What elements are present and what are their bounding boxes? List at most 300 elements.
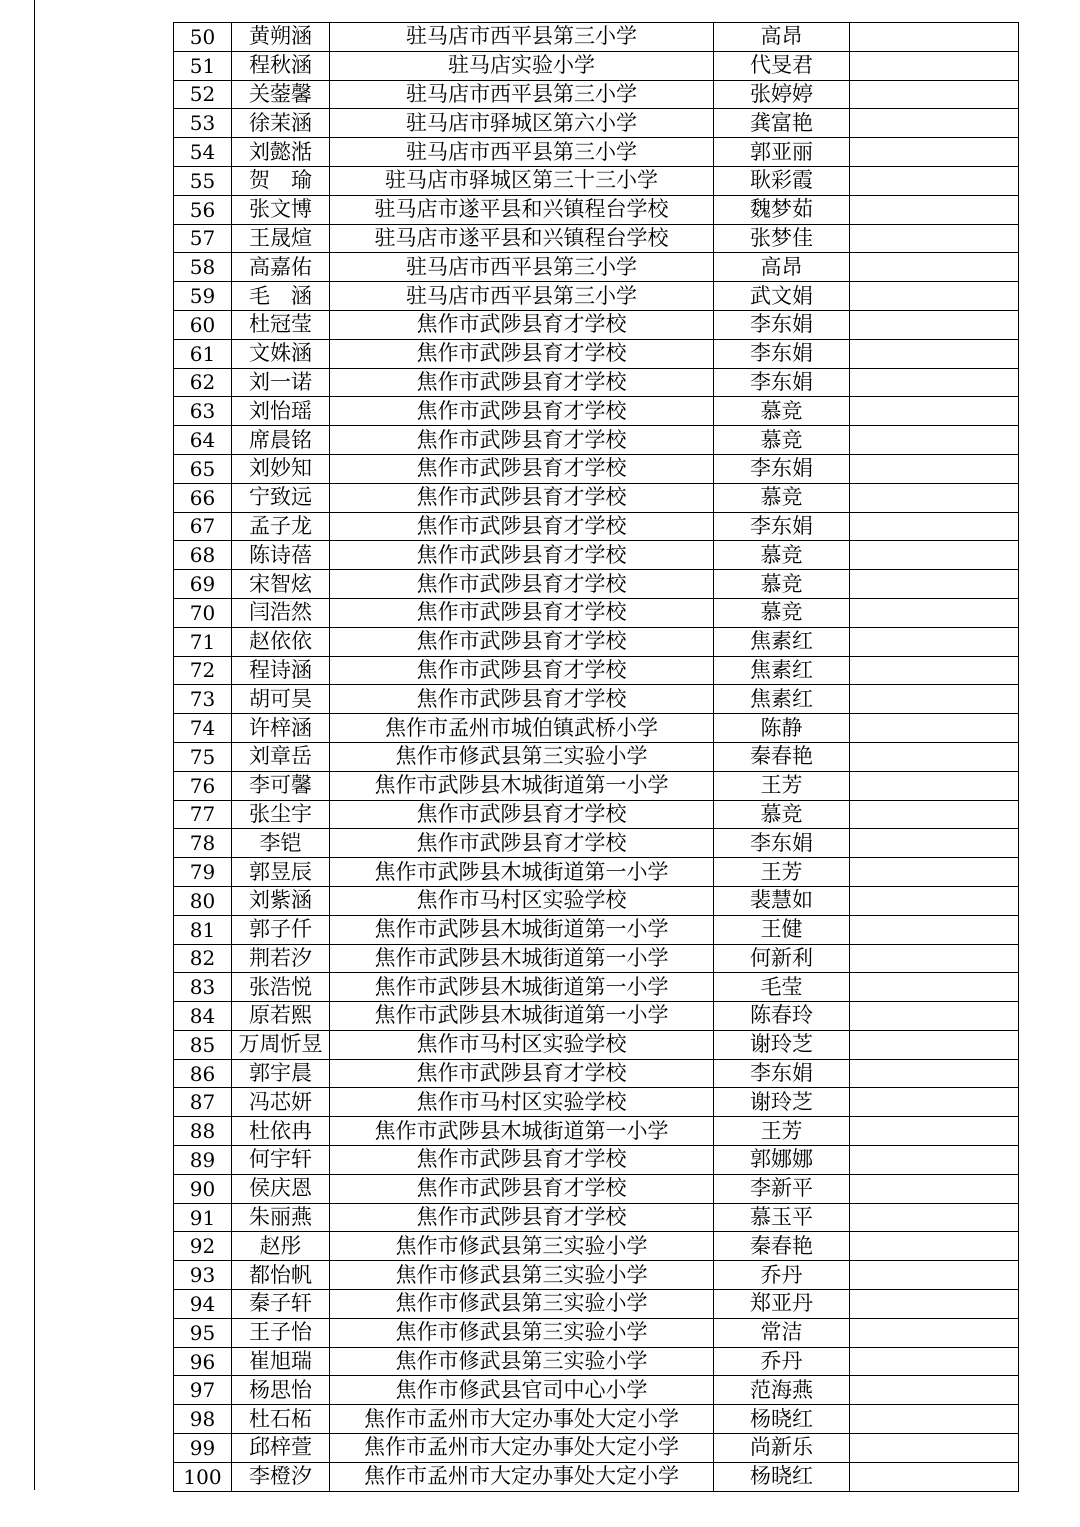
student-name-cell: 刘懿湉 xyxy=(232,138,330,167)
row-number-cell: 67 xyxy=(174,512,232,541)
school-name-cell: 焦作市武陟县育才学校 xyxy=(330,339,714,368)
teacher-name-cell: 焦素红 xyxy=(714,656,850,685)
table-row xyxy=(174,598,1019,627)
remarks-cell xyxy=(850,282,1019,311)
teacher-name-cell: 李东娟 xyxy=(714,310,850,339)
remarks-cell xyxy=(850,1434,1019,1463)
school-name-cell: 焦作市武陟县育才学校 xyxy=(330,829,714,858)
table-row xyxy=(174,714,1019,743)
table-row xyxy=(174,1174,1019,1203)
student-name-cell: 胡可昊 xyxy=(232,685,330,714)
remarks-cell xyxy=(850,1261,1019,1290)
table-row xyxy=(174,1290,1019,1319)
row-number-cell: 92 xyxy=(174,1232,232,1261)
teacher-name-cell: 王芳 xyxy=(714,858,850,887)
remarks-cell xyxy=(850,1376,1019,1405)
row-number-cell: 70 xyxy=(174,598,232,627)
teacher-name-cell: 尚新乐 xyxy=(714,1434,850,1463)
school-name-cell: 焦作市修武县第三实验小学 xyxy=(330,1261,714,1290)
remarks-cell xyxy=(850,598,1019,627)
student-name-cell: 张浩悦 xyxy=(232,973,330,1002)
school-name-cell: 焦作市修武县第三实验小学 xyxy=(330,742,714,771)
remarks-cell xyxy=(850,685,1019,714)
remarks-cell xyxy=(850,397,1019,426)
teacher-name-cell: 范海燕 xyxy=(714,1376,850,1405)
teacher-name-cell: 慕竞 xyxy=(714,800,850,829)
student-name-cell: 刘妙知 xyxy=(232,454,330,483)
school-name-cell: 焦作市马村区实验学校 xyxy=(330,886,714,915)
teacher-name-cell: 耿彩霞 xyxy=(714,166,850,195)
student-name-cell: 李可馨 xyxy=(232,771,330,800)
student-name-cell: 赵彤 xyxy=(232,1232,330,1261)
table-row xyxy=(174,282,1019,311)
row-number-cell: 76 xyxy=(174,771,232,800)
school-name-cell: 焦作市修武县第三实验小学 xyxy=(330,1347,714,1376)
teacher-name-cell: 乔丹 xyxy=(714,1261,850,1290)
page-margin-line xyxy=(34,0,35,1490)
remarks-cell xyxy=(850,570,1019,599)
teacher-name-cell: 高昂 xyxy=(714,23,850,52)
school-name-cell: 焦作市武陟县育才学校 xyxy=(330,397,714,426)
remarks-cell xyxy=(850,224,1019,253)
school-name-cell: 焦作市武陟县育才学校 xyxy=(330,685,714,714)
student-name-cell: 张尘宇 xyxy=(232,800,330,829)
remarks-cell xyxy=(850,80,1019,109)
remarks-cell xyxy=(850,454,1019,483)
table-row xyxy=(174,627,1019,656)
teacher-name-cell: 慕竞 xyxy=(714,426,850,455)
remarks-cell xyxy=(850,1203,1019,1232)
remarks-cell xyxy=(850,829,1019,858)
remarks-cell xyxy=(850,426,1019,455)
teacher-name-cell: 秦春艳 xyxy=(714,742,850,771)
table-row xyxy=(174,742,1019,771)
table-row xyxy=(174,1146,1019,1175)
table-row xyxy=(174,1088,1019,1117)
table-row xyxy=(174,973,1019,1002)
teacher-name-cell: 焦素红 xyxy=(714,685,850,714)
row-number-cell: 50 xyxy=(174,23,232,52)
teacher-name-cell: 魏梦茹 xyxy=(714,195,850,224)
student-name-cell: 程诗涵 xyxy=(232,656,330,685)
row-number-cell: 97 xyxy=(174,1376,232,1405)
student-name-cell: 刘紫涵 xyxy=(232,886,330,915)
student-name-cell: 李橙汐 xyxy=(232,1462,330,1491)
remarks-cell xyxy=(850,915,1019,944)
school-name-cell: 驻马店市驿城区第六小学 xyxy=(330,109,714,138)
remarks-cell xyxy=(850,512,1019,541)
table-row xyxy=(174,109,1019,138)
table-row xyxy=(174,858,1019,887)
teacher-name-cell: 常洁 xyxy=(714,1318,850,1347)
school-name-cell: 驻马店实验小学 xyxy=(330,51,714,80)
table-row xyxy=(174,541,1019,570)
table-row xyxy=(174,483,1019,512)
teacher-name-cell: 王健 xyxy=(714,915,850,944)
teacher-name-cell: 郑亚丹 xyxy=(714,1290,850,1319)
school-name-cell: 焦作市武陟县木城街道第一小学 xyxy=(330,915,714,944)
school-name-cell: 焦作市马村区实验学校 xyxy=(330,1088,714,1117)
remarks-cell xyxy=(850,51,1019,80)
school-name-cell: 焦作市武陟县育才学校 xyxy=(330,1059,714,1088)
teacher-name-cell: 张梦佳 xyxy=(714,224,850,253)
remarks-cell xyxy=(850,973,1019,1002)
table-row xyxy=(174,829,1019,858)
student-name-cell: 杜依冉 xyxy=(232,1117,330,1146)
table-row xyxy=(174,23,1019,52)
student-name-cell: 闫浩然 xyxy=(232,598,330,627)
student-name-cell: 都怡帆 xyxy=(232,1261,330,1290)
row-number-cell: 72 xyxy=(174,656,232,685)
remarks-cell xyxy=(850,1232,1019,1261)
teacher-name-cell: 杨晓红 xyxy=(714,1405,850,1434)
table-row xyxy=(174,339,1019,368)
row-number-cell: 58 xyxy=(174,253,232,282)
remarks-cell xyxy=(850,1146,1019,1175)
school-name-cell: 焦作市孟州市大定办事处大定小学 xyxy=(330,1405,714,1434)
row-number-cell: 60 xyxy=(174,310,232,339)
school-name-cell: 焦作市武陟县育才学校 xyxy=(330,656,714,685)
school-name-cell: 焦作市武陟县育才学校 xyxy=(330,627,714,656)
roster-table xyxy=(173,22,1019,1492)
school-name-cell: 焦作市武陟县育才学校 xyxy=(330,800,714,829)
teacher-name-cell: 张婷婷 xyxy=(714,80,850,109)
row-number-cell: 81 xyxy=(174,915,232,944)
remarks-cell xyxy=(850,800,1019,829)
student-name-cell: 原若熙 xyxy=(232,1002,330,1031)
student-name-cell: 崔旭瑞 xyxy=(232,1347,330,1376)
row-number-cell: 79 xyxy=(174,858,232,887)
row-number-cell: 91 xyxy=(174,1203,232,1232)
teacher-name-cell: 郭亚丽 xyxy=(714,138,850,167)
student-name-cell: 王晟煊 xyxy=(232,224,330,253)
remarks-cell xyxy=(850,858,1019,887)
student-name-cell: 刘一诺 xyxy=(232,368,330,397)
student-name-cell: 杨思怡 xyxy=(232,1376,330,1405)
teacher-name-cell: 慕玉平 xyxy=(714,1203,850,1232)
table-row xyxy=(174,253,1019,282)
school-name-cell: 焦作市武陟县木城街道第一小学 xyxy=(330,1002,714,1031)
row-number-cell: 95 xyxy=(174,1318,232,1347)
teacher-name-cell: 慕竞 xyxy=(714,598,850,627)
row-number-cell: 53 xyxy=(174,109,232,138)
table-row xyxy=(174,195,1019,224)
remarks-cell xyxy=(850,109,1019,138)
table-row xyxy=(174,656,1019,685)
row-number-cell: 86 xyxy=(174,1059,232,1088)
remarks-cell xyxy=(850,1347,1019,1376)
student-name-cell: 万周忻昱 xyxy=(232,1030,330,1059)
row-number-cell: 78 xyxy=(174,829,232,858)
table-row xyxy=(174,224,1019,253)
table-row xyxy=(174,512,1019,541)
row-number-cell: 74 xyxy=(174,714,232,743)
school-name-cell: 焦作市修武县第三实验小学 xyxy=(330,1232,714,1261)
remarks-cell xyxy=(850,138,1019,167)
remarks-cell xyxy=(850,166,1019,195)
row-number-cell: 64 xyxy=(174,426,232,455)
row-number-cell: 99 xyxy=(174,1434,232,1463)
row-number-cell: 59 xyxy=(174,282,232,311)
remarks-cell xyxy=(850,1117,1019,1146)
school-name-cell: 焦作市武陟县育才学校 xyxy=(330,541,714,570)
teacher-name-cell: 高昂 xyxy=(714,253,850,282)
table-row xyxy=(174,454,1019,483)
school-name-cell: 焦作市武陟县育才学校 xyxy=(330,368,714,397)
student-name-cell: 朱丽燕 xyxy=(232,1203,330,1232)
school-name-cell: 驻马店市西平县第三小学 xyxy=(330,138,714,167)
student-name-cell: 毛 涵 xyxy=(232,282,330,311)
teacher-name-cell: 秦春艳 xyxy=(714,1232,850,1261)
row-number-cell: 65 xyxy=(174,454,232,483)
teacher-name-cell: 李东娟 xyxy=(714,368,850,397)
remarks-cell xyxy=(850,1002,1019,1031)
table-row xyxy=(174,800,1019,829)
student-name-cell: 黄朔涵 xyxy=(232,23,330,52)
remarks-cell xyxy=(850,886,1019,915)
table-row xyxy=(174,1030,1019,1059)
student-name-cell: 何宇轩 xyxy=(232,1146,330,1175)
row-number-cell: 84 xyxy=(174,1002,232,1031)
row-number-cell: 73 xyxy=(174,685,232,714)
remarks-cell xyxy=(850,1059,1019,1088)
table-row xyxy=(174,771,1019,800)
table-row xyxy=(174,166,1019,195)
student-name-cell: 冯芯妍 xyxy=(232,1088,330,1117)
row-number-cell: 55 xyxy=(174,166,232,195)
row-number-cell: 57 xyxy=(174,224,232,253)
teacher-name-cell: 王芳 xyxy=(714,771,850,800)
school-name-cell: 焦作市武陟县育才学校 xyxy=(330,512,714,541)
school-name-cell: 焦作市孟州市大定办事处大定小学 xyxy=(330,1462,714,1491)
table-row xyxy=(174,1203,1019,1232)
teacher-name-cell: 裴慧如 xyxy=(714,886,850,915)
teacher-name-cell: 谢玲芝 xyxy=(714,1030,850,1059)
row-number-cell: 89 xyxy=(174,1146,232,1175)
teacher-name-cell: 代旻君 xyxy=(714,51,850,80)
teacher-name-cell: 李东娟 xyxy=(714,829,850,858)
table-row xyxy=(174,1347,1019,1376)
table-row xyxy=(174,1434,1019,1463)
row-number-cell: 51 xyxy=(174,51,232,80)
row-number-cell: 80 xyxy=(174,886,232,915)
row-number-cell: 93 xyxy=(174,1261,232,1290)
teacher-name-cell: 杨晓红 xyxy=(714,1462,850,1491)
school-name-cell: 焦作市武陟县育才学校 xyxy=(330,1203,714,1232)
table-row xyxy=(174,1462,1019,1491)
student-name-cell: 郭宇晨 xyxy=(232,1059,330,1088)
student-name-cell: 孟子龙 xyxy=(232,512,330,541)
school-name-cell: 驻马店市西平县第三小学 xyxy=(330,253,714,282)
table-row xyxy=(174,886,1019,915)
row-number-cell: 62 xyxy=(174,368,232,397)
student-name-cell: 陈诗蓓 xyxy=(232,541,330,570)
row-number-cell: 100 xyxy=(174,1462,232,1491)
row-number-cell: 68 xyxy=(174,541,232,570)
student-name-cell: 李铠 xyxy=(232,829,330,858)
remarks-cell xyxy=(850,253,1019,282)
row-number-cell: 69 xyxy=(174,570,232,599)
teacher-name-cell: 龚富艳 xyxy=(714,109,850,138)
school-name-cell: 焦作市修武县第三实验小学 xyxy=(330,1290,714,1319)
teacher-name-cell: 陈静 xyxy=(714,714,850,743)
row-number-cell: 82 xyxy=(174,944,232,973)
table-row xyxy=(174,1261,1019,1290)
remarks-cell xyxy=(850,627,1019,656)
student-name-cell: 王子怡 xyxy=(232,1318,330,1347)
table-row xyxy=(174,685,1019,714)
row-number-cell: 56 xyxy=(174,195,232,224)
row-number-cell: 90 xyxy=(174,1174,232,1203)
school-name-cell: 焦作市武陟县木城街道第一小学 xyxy=(330,858,714,887)
row-number-cell: 88 xyxy=(174,1117,232,1146)
teacher-name-cell: 焦素红 xyxy=(714,627,850,656)
teacher-name-cell: 李新平 xyxy=(714,1174,850,1203)
table-row xyxy=(174,1318,1019,1347)
remarks-cell xyxy=(850,1030,1019,1059)
table-row xyxy=(174,138,1019,167)
teacher-name-cell: 李东娟 xyxy=(714,512,850,541)
student-name-cell: 郭子仟 xyxy=(232,915,330,944)
teacher-name-cell: 慕竞 xyxy=(714,541,850,570)
student-name-cell: 张文博 xyxy=(232,195,330,224)
table-row xyxy=(174,944,1019,973)
row-number-cell: 98 xyxy=(174,1405,232,1434)
teacher-name-cell: 李东娟 xyxy=(714,454,850,483)
table-row xyxy=(174,1059,1019,1088)
student-name-cell: 宁致远 xyxy=(232,483,330,512)
remarks-cell xyxy=(850,1088,1019,1117)
row-number-cell: 85 xyxy=(174,1030,232,1059)
school-name-cell: 焦作市武陟县木城街道第一小学 xyxy=(330,771,714,800)
school-name-cell: 驻马店市西平县第三小学 xyxy=(330,23,714,52)
student-name-cell: 刘章岳 xyxy=(232,742,330,771)
student-name-cell: 邱梓萱 xyxy=(232,1434,330,1463)
table-row xyxy=(174,426,1019,455)
remarks-cell xyxy=(850,541,1019,570)
table-row xyxy=(174,1376,1019,1405)
remarks-cell xyxy=(850,368,1019,397)
school-name-cell: 焦作市武陟县育才学校 xyxy=(330,483,714,512)
table-row xyxy=(174,310,1019,339)
row-number-cell: 52 xyxy=(174,80,232,109)
row-number-cell: 61 xyxy=(174,339,232,368)
school-name-cell: 焦作市武陟县育才学校 xyxy=(330,454,714,483)
remarks-cell xyxy=(850,310,1019,339)
teacher-name-cell: 陈春玲 xyxy=(714,1002,850,1031)
table-row xyxy=(174,1002,1019,1031)
remarks-cell xyxy=(850,944,1019,973)
student-name-cell: 杜冠莹 xyxy=(232,310,330,339)
teacher-name-cell: 慕竞 xyxy=(714,483,850,512)
school-name-cell: 焦作市武陟县育才学校 xyxy=(330,426,714,455)
teacher-name-cell: 何新利 xyxy=(714,944,850,973)
row-number-cell: 54 xyxy=(174,138,232,167)
remarks-cell xyxy=(850,339,1019,368)
school-name-cell: 焦作市武陟县木城街道第一小学 xyxy=(330,1117,714,1146)
school-name-cell: 焦作市武陟县育才学校 xyxy=(330,310,714,339)
student-name-cell: 关蓥馨 xyxy=(232,80,330,109)
remarks-cell xyxy=(850,1290,1019,1319)
row-number-cell: 94 xyxy=(174,1290,232,1319)
teacher-name-cell: 李东娟 xyxy=(714,339,850,368)
student-name-cell: 刘怡瑶 xyxy=(232,397,330,426)
school-name-cell: 焦作市修武县第三实验小学 xyxy=(330,1318,714,1347)
school-name-cell: 焦作市武陟县育才学校 xyxy=(330,598,714,627)
teacher-name-cell: 武文娟 xyxy=(714,282,850,311)
row-number-cell: 96 xyxy=(174,1347,232,1376)
remarks-cell xyxy=(850,771,1019,800)
teacher-name-cell: 李东娟 xyxy=(714,1059,850,1088)
student-name-cell: 侯庆恩 xyxy=(232,1174,330,1203)
student-name-cell: 席晨铭 xyxy=(232,426,330,455)
student-name-cell: 贺 瑜 xyxy=(232,166,330,195)
remarks-cell xyxy=(850,714,1019,743)
school-name-cell: 驻马店市遂平县和兴镇程台学校 xyxy=(330,195,714,224)
remarks-cell xyxy=(850,483,1019,512)
roster-table-body xyxy=(174,23,1019,1492)
school-name-cell: 焦作市孟州市大定办事处大定小学 xyxy=(330,1434,714,1463)
student-name-cell: 荆若汐 xyxy=(232,944,330,973)
school-name-cell: 焦作市修武县官司中心小学 xyxy=(330,1376,714,1405)
student-name-cell: 许梓涵 xyxy=(232,714,330,743)
row-number-cell: 77 xyxy=(174,800,232,829)
teacher-name-cell: 慕竞 xyxy=(714,397,850,426)
student-name-cell: 程秋涵 xyxy=(232,51,330,80)
table-row xyxy=(174,368,1019,397)
student-name-cell: 徐茉涵 xyxy=(232,109,330,138)
school-name-cell: 焦作市孟州市城伯镇武桥小学 xyxy=(330,714,714,743)
remarks-cell xyxy=(850,742,1019,771)
student-name-cell: 宋智炫 xyxy=(232,570,330,599)
teacher-name-cell: 谢玲芝 xyxy=(714,1088,850,1117)
table-row xyxy=(174,51,1019,80)
table-row xyxy=(174,80,1019,109)
teacher-name-cell: 乔丹 xyxy=(714,1347,850,1376)
remarks-cell xyxy=(850,1462,1019,1491)
table-row xyxy=(174,1405,1019,1434)
student-name-cell: 秦子轩 xyxy=(232,1290,330,1319)
table-row xyxy=(174,1117,1019,1146)
remarks-cell xyxy=(850,1405,1019,1434)
school-name-cell: 焦作市武陟县育才学校 xyxy=(330,1174,714,1203)
row-number-cell: 83 xyxy=(174,973,232,1002)
student-name-cell: 文姝涵 xyxy=(232,339,330,368)
student-name-cell: 赵依依 xyxy=(232,627,330,656)
table-row xyxy=(174,915,1019,944)
school-name-cell: 焦作市马村区实验学校 xyxy=(330,1030,714,1059)
teacher-name-cell: 毛莹 xyxy=(714,973,850,1002)
row-number-cell: 75 xyxy=(174,742,232,771)
table-row xyxy=(174,570,1019,599)
school-name-cell: 焦作市武陟县育才学校 xyxy=(330,1146,714,1175)
teacher-name-cell: 王芳 xyxy=(714,1117,850,1146)
row-number-cell: 63 xyxy=(174,397,232,426)
remarks-cell xyxy=(850,1318,1019,1347)
school-name-cell: 焦作市武陟县木城街道第一小学 xyxy=(330,973,714,1002)
teacher-name-cell: 郭娜娜 xyxy=(714,1146,850,1175)
remarks-cell xyxy=(850,23,1019,52)
teacher-name-cell: 慕竞 xyxy=(714,570,850,599)
row-number-cell: 66 xyxy=(174,483,232,512)
school-name-cell: 焦作市武陟县木城街道第一小学 xyxy=(330,944,714,973)
school-name-cell: 驻马店市遂平县和兴镇程台学校 xyxy=(330,224,714,253)
school-name-cell: 焦作市武陟县育才学校 xyxy=(330,570,714,599)
remarks-cell xyxy=(850,656,1019,685)
remarks-cell xyxy=(850,1174,1019,1203)
student-name-cell: 高嘉佑 xyxy=(232,253,330,282)
row-number-cell: 71 xyxy=(174,627,232,656)
